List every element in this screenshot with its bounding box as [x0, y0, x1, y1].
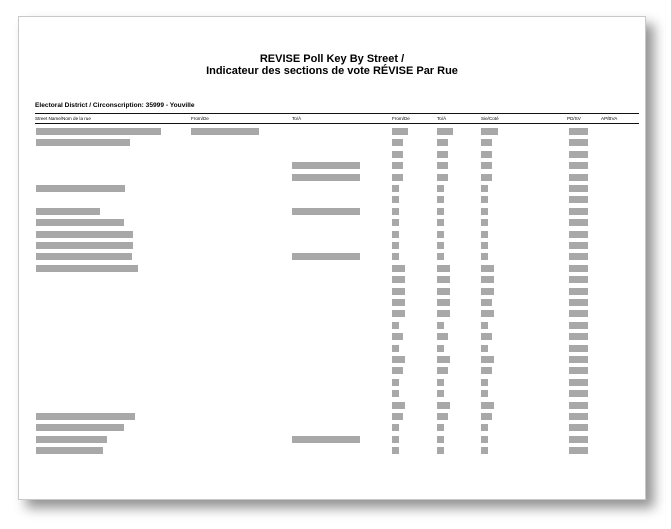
- redacted-side-cell: [481, 208, 488, 215]
- redacted-pd-cell: [569, 436, 588, 443]
- redacted-side-cell: [481, 128, 498, 135]
- redacted-side-cell: [481, 424, 488, 431]
- redacted-from-number-cell: [392, 174, 403, 181]
- redacted-to-number-cell: [437, 447, 444, 454]
- redacted-from-number-cell: [392, 356, 405, 363]
- redacted-pd-cell: [569, 402, 588, 409]
- redacted-street-cell: [36, 231, 133, 238]
- redacted-from-number-cell: [392, 288, 405, 295]
- redacted-to-number-cell: [437, 128, 453, 135]
- col-header-ap: AP/BVA: [601, 116, 618, 121]
- redacted-to-number-cell: [437, 424, 444, 431]
- redacted-from-number-cell: [392, 436, 399, 443]
- redacted-to-number-cell: [437, 390, 444, 397]
- redacted-side-cell: [481, 379, 488, 386]
- redacted-from-number-cell: [392, 402, 405, 409]
- redacted-street-cell: [36, 219, 124, 226]
- redacted-from-number-cell: [392, 367, 403, 374]
- redacted-pd-cell: [569, 310, 588, 317]
- redacted-to-number-cell: [437, 185, 444, 192]
- redacted-pd-cell: [569, 174, 588, 181]
- redacted-pd-cell: [569, 390, 588, 397]
- redacted-side-cell: [481, 231, 488, 238]
- redacted-pd-cell: [569, 265, 588, 272]
- redacted-side-cell: [481, 174, 492, 181]
- redacted-street-cell: [36, 265, 138, 272]
- col-header-from-number: From/De: [392, 116, 410, 121]
- redacted-to-cell: [292, 174, 360, 181]
- redacted-from-number-cell: [392, 219, 399, 226]
- redacted-from-number-cell: [392, 333, 403, 340]
- redacted-to-number-cell: [437, 265, 450, 272]
- redacted-side-cell: [481, 219, 488, 226]
- redacted-from-number-cell: [392, 447, 399, 454]
- redacted-side-cell: [481, 288, 494, 295]
- redacted-from-number-cell: [392, 424, 399, 431]
- redacted-to-cell: [292, 436, 360, 443]
- redacted-from-number-cell: [392, 413, 403, 420]
- redacted-side-cell: [481, 333, 492, 340]
- redacted-side-cell: [481, 265, 494, 272]
- redacted-pd-cell: [569, 288, 588, 295]
- redacted-side-cell: [481, 367, 492, 374]
- redacted-from-number-cell: [392, 139, 403, 146]
- redacted-pd-cell: [569, 128, 588, 135]
- redacted-from-number-cell: [392, 345, 399, 352]
- col-header-to-number: To/À: [437, 116, 447, 121]
- redacted-to-number-cell: [437, 162, 448, 169]
- redacted-from-number-cell: [392, 185, 399, 192]
- redacted-from-number-cell: [392, 208, 399, 215]
- redacted-street-cell: [36, 185, 125, 192]
- redacted-side-cell: [481, 299, 492, 306]
- redacted-street-cell: [36, 447, 103, 454]
- redacted-pd-cell: [569, 253, 588, 260]
- redacted-pd-cell: [569, 299, 588, 306]
- document-page: [18, 16, 646, 500]
- redacted-street-cell: [36, 208, 100, 215]
- redacted-pd-cell: [569, 185, 588, 192]
- redacted-street-cell: [36, 253, 132, 260]
- redacted-pd-cell: [569, 162, 588, 169]
- redacted-from-number-cell: [392, 162, 403, 169]
- redacted-side-cell: [481, 436, 488, 443]
- col-header-to: To/À: [292, 116, 302, 121]
- redacted-from-number-cell: [392, 276, 405, 283]
- redacted-to-number-cell: [437, 436, 444, 443]
- redacted-street-cell: [36, 413, 135, 420]
- redacted-from-number-cell: [392, 231, 399, 238]
- redacted-side-cell: [481, 345, 488, 352]
- redacted-side-cell: [481, 162, 492, 169]
- redacted-to-number-cell: [437, 402, 450, 409]
- redacted-pd-cell: [569, 413, 588, 420]
- redacted-pd-cell: [569, 322, 588, 329]
- redacted-pd-cell: [569, 242, 588, 249]
- redacted-side-cell: [481, 196, 488, 203]
- redacted-street-cell: [36, 424, 124, 431]
- redacted-to-number-cell: [437, 322, 444, 329]
- redacted-street-cell: [36, 128, 161, 135]
- redacted-to-cell: [292, 208, 360, 215]
- redacted-pd-cell: [569, 151, 588, 158]
- document-title-line-2: Indicateur des sections de vote RÉVISE Par Rue: [206, 65, 458, 77]
- redacted-to-number-cell: [437, 299, 450, 306]
- redacted-to-number-cell: [437, 231, 444, 238]
- redacted-side-cell: [481, 322, 488, 329]
- redacted-side-cell: [481, 185, 488, 192]
- redacted-to-number-cell: [437, 379, 444, 386]
- redacted-to-number-cell: [437, 367, 448, 374]
- redacted-to-number-cell: [437, 413, 448, 420]
- redacted-side-cell: [481, 253, 488, 260]
- redacted-to-cell: [292, 253, 360, 260]
- redacted-side-cell: [481, 413, 492, 420]
- redacted-from-number-cell: [392, 322, 399, 329]
- col-header-pd: PD/SV: [567, 116, 581, 121]
- redacted-to-number-cell: [437, 208, 444, 215]
- redacted-to-number-cell: [437, 333, 448, 340]
- electoral-district-label: Electoral District / Circonscription: 35999 - Youville: [35, 102, 195, 109]
- redacted-from-number-cell: [392, 390, 399, 397]
- redacted-pd-cell: [569, 345, 588, 352]
- redacted-side-cell: [481, 139, 492, 146]
- col-header-street: Street Name/Nom de la rue: [35, 116, 91, 121]
- redacted-to-number-cell: [437, 356, 450, 363]
- redacted-to-number-cell: [437, 345, 444, 352]
- redacted-side-cell: [481, 310, 494, 317]
- redacted-pd-cell: [569, 196, 588, 203]
- redacted-pd-cell: [569, 447, 588, 454]
- redacted-side-cell: [481, 447, 488, 454]
- document-title-line-1: REVISE Poll Key By Street /: [259, 53, 405, 65]
- redacted-pd-cell: [569, 367, 588, 374]
- redacted-pd-cell: [569, 356, 588, 363]
- redacted-pd-cell: [569, 219, 588, 226]
- redacted-to-number-cell: [437, 174, 448, 181]
- redacted-from-number-cell: [392, 253, 399, 260]
- redacted-pd-cell: [569, 379, 588, 386]
- redacted-to-cell: [292, 162, 360, 169]
- redacted-from-number-cell: [392, 265, 405, 272]
- redacted-to-number-cell: [437, 253, 444, 260]
- redacted-to-number-cell: [437, 196, 444, 203]
- redacted-side-cell: [481, 242, 488, 249]
- redacted-from-number-cell: [392, 196, 399, 203]
- redacted-to-number-cell: [437, 151, 448, 158]
- redacted-street-cell: [36, 139, 130, 146]
- redacted-side-cell: [481, 390, 488, 397]
- redacted-pd-cell: [569, 276, 588, 283]
- header-rule-top: [35, 113, 639, 114]
- redacted-from-number-cell: [392, 151, 403, 158]
- redacted-from-number-cell: [392, 128, 408, 135]
- redacted-street-cell: [36, 436, 107, 443]
- redacted-to-number-cell: [437, 288, 450, 295]
- redacted-side-cell: [481, 276, 494, 283]
- redacted-side-cell: [481, 402, 494, 409]
- redacted-to-number-cell: [437, 242, 444, 249]
- redacted-to-number-cell: [437, 310, 450, 317]
- redacted-from-number-cell: [392, 242, 399, 249]
- redacted-street-cell: [36, 242, 133, 249]
- redacted-side-cell: [481, 356, 494, 363]
- redacted-pd-cell: [569, 139, 588, 146]
- redacted-pd-cell: [569, 333, 588, 340]
- col-header-side: Sie/Coté: [481, 116, 499, 121]
- redacted-pd-cell: [569, 424, 588, 431]
- redacted-from-number-cell: [392, 310, 405, 317]
- redacted-from-number-cell: [392, 299, 405, 306]
- redacted-to-number-cell: [437, 219, 444, 226]
- col-header-from: From/De: [191, 116, 209, 121]
- redacted-pd-cell: [569, 231, 588, 238]
- redacted-side-cell: [481, 151, 492, 158]
- redacted-to-number-cell: [437, 139, 448, 146]
- redacted-from-cell: [191, 128, 259, 135]
- redacted-pd-cell: [569, 208, 588, 215]
- header-rule-bottom: [35, 123, 639, 124]
- redacted-from-number-cell: [392, 379, 399, 386]
- redacted-to-number-cell: [437, 276, 450, 283]
